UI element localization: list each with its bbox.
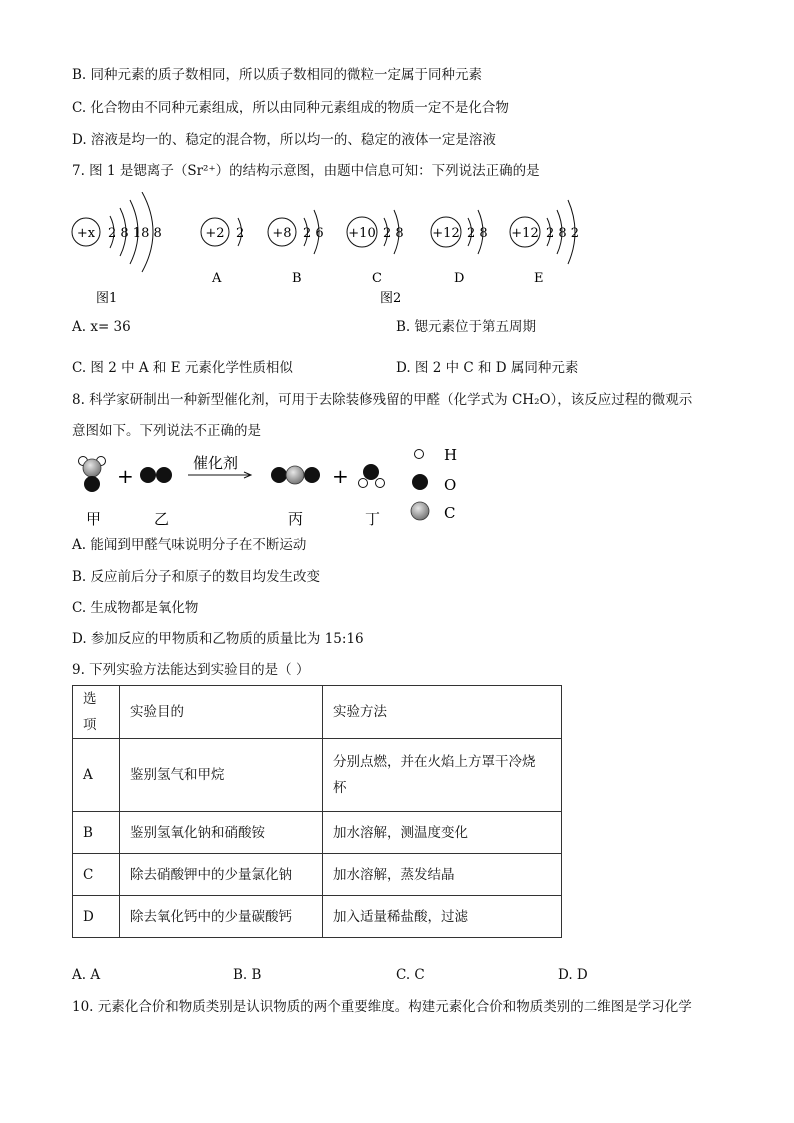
atom-e-label: E: [534, 271, 544, 286]
row-b-method: 加水溶解，测温度变化: [323, 812, 562, 854]
label-bing: 丙: [288, 510, 304, 528]
option-q8-b: B. 反应前后分子和原子的数目均发生改变: [72, 569, 321, 585]
molecule-water: [359, 464, 385, 488]
question-10-stem: 10. 元素化合价和物质类别是认识物质的两个重要维度。构建元素化合价和物质类别的二维图是学习化学: [72, 999, 692, 1015]
atom-e-nucleus-label: +12: [511, 226, 539, 241]
option-q8-d: D. 参加反应的甲物质和乙物质的质量比为 15:16: [72, 631, 364, 647]
legend-c: C: [444, 504, 456, 522]
row-c-method: 加水溶解，蒸发结晶: [323, 854, 562, 896]
table-row: [73, 812, 562, 854]
choice-d: D. D: [558, 967, 588, 983]
option-q8-c: C. 生成物都是氧化物: [72, 600, 199, 616]
atom-c-label: C: [372, 271, 382, 286]
row-c-goal: 除去硝酸钾中的少量氯化钠: [120, 854, 323, 896]
row-a-method-line1: 分别点燃，并在火焰上方罩干冷烧: [333, 754, 536, 770]
table-header-row: [73, 686, 562, 739]
atom-c-nucleus-label: +10: [348, 226, 376, 241]
molecule-carbon-dioxide: [271, 466, 320, 484]
option-q6-c: C. 化合物由不同种元素组成，所以由同种元素组成的物质一定不是化合物: [72, 100, 509, 116]
atom-c-shells: 2 8: [383, 226, 404, 241]
row-b-option: B: [73, 812, 120, 854]
molecule-oxygen: [140, 467, 172, 483]
row-a-goal: 鉴别氢气和甲烷: [120, 739, 323, 812]
plus-sign-1: +: [117, 464, 134, 488]
fig1-caption: 图1: [96, 291, 118, 306]
option-q7-d: D. 图 2 中 C 和 D 属同种元素: [396, 360, 579, 376]
header-option: 选项: [73, 686, 120, 739]
option-q6-b: B. 同种元素的质子数相同，所以质子数相同的微粒一定属于同种元素: [72, 67, 483, 83]
row-a-option: A: [73, 739, 120, 812]
table-row: [73, 854, 562, 896]
reaction-diagram: [60, 448, 480, 530]
table-row: [73, 896, 562, 938]
option-q7-c: C. 图 2 中 A 和 E 元素化学性质相似: [72, 360, 293, 376]
row-b-goal: 鉴别氢氧化钠和硝酸铵: [120, 812, 323, 854]
atom-d-label: D: [454, 271, 465, 286]
question-9-stem: 9. 下列实验方法能达到实验目的是（ ）: [72, 662, 310, 678]
row-a-method-line2: 杯: [333, 780, 347, 796]
choice-a: A. A: [72, 967, 101, 983]
atom-d-shells: 2 8: [467, 226, 488, 241]
catalyst-label: 催化剂: [193, 454, 239, 472]
legend-o: O: [444, 476, 457, 494]
label-jia: 甲: [86, 510, 102, 528]
fig1-shells: 2 8 18 8: [108, 226, 162, 241]
choice-c: C. C: [396, 967, 425, 983]
legend-h: H: [444, 448, 458, 464]
atomic-structure-figure: [60, 192, 660, 310]
question-7-stem: 7. 图 1 是锶离子（Sr²⁺）的结构示意图，由题中信息可知：下列说法正确的是: [72, 163, 540, 179]
atom-b-label: B: [292, 271, 302, 286]
row-d-goal: 除去氧化钙中的少量碳酸钙: [120, 896, 323, 938]
row-d-method: 加入适量稀盐酸，过滤: [323, 896, 562, 938]
question-8-stem-line2: 意图如下。下列说法不正确的是: [72, 423, 261, 439]
option-q7-b: B. 锶元素位于第五周期: [396, 319, 537, 335]
header-goal: 实验目的: [120, 686, 323, 739]
fig2-caption: 图2: [380, 291, 402, 306]
molecule-formaldehyde: [79, 457, 106, 493]
atom-b-shells: 2 6: [303, 226, 324, 241]
atom-e-shells: 2 8 2: [546, 226, 580, 241]
row-a-method: [323, 739, 562, 812]
atom-d-nucleus-label: +12: [432, 226, 460, 241]
label-yi: 乙: [154, 510, 170, 528]
table-row: [73, 739, 562, 812]
option-q8-a: A. 能闻到甲醛气味说明分子在不断运动: [72, 537, 307, 553]
atom-b-nucleus-label: +8: [272, 226, 292, 241]
choice-b: B. B: [233, 967, 262, 983]
option-q7-a: A. x= 36: [72, 319, 131, 335]
option-q6-d: D. 溶液是均一的、稳定的混合物，所以均一的、稳定的液体一定是溶液: [72, 132, 496, 148]
row-c-option: C: [73, 854, 120, 896]
atom-a-nucleus-label: +2: [205, 226, 225, 241]
plus-sign-2: +: [332, 464, 349, 488]
fig1-nucleus-label: +x: [76, 226, 96, 241]
atom-a-shells: 2: [236, 226, 245, 241]
atom-legend: [411, 448, 457, 522]
question-8-stem-line1: 8. 科学家研制出一种新型催化剂，可用于去除装修残留的甲醛（化学式为 CH₂O），该反应过程的微观示: [72, 392, 693, 408]
label-ding: 丁: [365, 510, 381, 528]
header-method: 实验方法: [323, 686, 562, 739]
experiment-table: [72, 685, 562, 938]
row-d-option: D: [73, 896, 120, 938]
atom-a-label: A: [212, 271, 222, 286]
